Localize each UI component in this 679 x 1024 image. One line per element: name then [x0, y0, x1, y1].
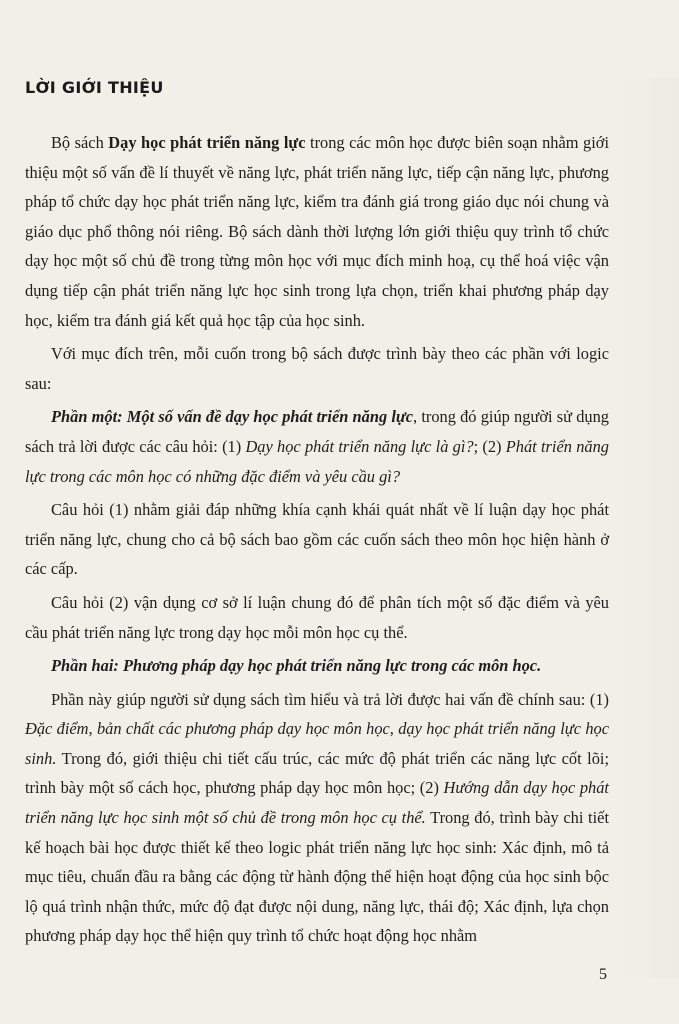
paragraph-intro — [25, 128, 609, 335]
paragraph-part-one — [25, 402, 609, 491]
text-span: Trong đó, giới thiệu chi tiết cấu trúc, các mức độ phát triển các năng lực cốt lõi; trình bày một số cách học, phương pháp dạy học môn học; (2) — [25, 748, 609, 798]
text-span: , trong đó giúp người sử dụng sách trả lời được các câu hỏi: (1) — [25, 407, 609, 456]
book-series-title: Dạy học phát triển năng lực — [108, 133, 306, 152]
issue-two: Hướng dẫn dạy học phát triển năng lực học sinh một số chủ đề trong môn học cụ thể. — [25, 778, 609, 828]
paragraph-part-two — [25, 685, 609, 951]
body-text — [25, 128, 609, 955]
question-two: Phát triển năng lực trong các môn học có những đặc điểm và yêu cầu gì? — [25, 436, 609, 486]
bleed-through-shadow — [615, 78, 679, 978]
text-span: Trong đó, trình bày chi tiết kế hoạch bài học được thiết kế theo logic phát triển năng lực học sinh: Xác định, mô tả mục tiêu, chuẩn đầu ra bằng các động từ hành động thể hiện hoạt động của học sinh bộc lộ quá trình nhận thức, mức độ đạt được nội dung, năng lực, thái độ; Xác định, lựa chọn phương pháp dạy học thể hiện quy trình tổ chức hoạt động học nhằm — [25, 808, 609, 946]
text-span: Bộ sách — [51, 133, 109, 152]
paragraph-structure: Với mục đích trên, mỗi cuốn trong bộ sách được trình bày theo các phần với logic sau: — [25, 344, 609, 393]
part-one-title: Phần một: Một số vấn đề dạy học phát triển năng lực — [51, 407, 414, 427]
text-span: Phần này giúp người sử dụng sách tìm hiểu và trả lời được hai vấn đề chính sau: (1) — [51, 689, 609, 709]
paragraph-question-two: Câu hỏi (2) vận dụng cơ sở lí luận chung đó để phân tích một số đặc điểm và yêu cầu phát triển năng lực trong dạy học mỗi môn học cụ thể. — [25, 592, 609, 642]
issue-one: Đặc điểm, bản chất các phương pháp dạy học môn học, dạy học phát triển năng lực học sinh. — [25, 719, 609, 768]
text-span: trong các môn học được biên soạn nhằm giới thiệu một số vấn đề lí thuyết về năng lực, phát triển năng lực, tiếp cận năng lực, phương pháp tổ chức dạy học phát triển năng lực, kiểm tra đánh giá trong giáo dục nói chung và giáo dục phổ thông nói riêng. Bộ sách dành thời lượng lớn giới thiệu quy trình tổ chức dạy học một số chủ đề trong từng môn học với mục đích minh hoạ, cụ thể hoá việc vận dụng tiếp cận phát triển năng lực học sinh trong lựa chọn, triển khai phương pháp dạy học, kiểm tra đánh giá kết quả học tập của học sinh. — [25, 133, 609, 330]
part-two-title: Phần hai: Phương pháp dạy học phát triển năng lực trong các môn học. — [51, 656, 542, 676]
page-number: 5 — [599, 966, 607, 983]
section-heading: LỜI GIỚI THIỆU — [25, 78, 164, 97]
question-one: Dạy học phát triển năng lực là gì? — [245, 436, 474, 456]
text-span: ; (2) — [473, 436, 506, 456]
paragraph-question-one: Câu hỏi (1) nhằm giải đáp những khía cạnh khái quát nhất về lí luận dạy học phát triển năng lực, chung cho cả bộ sách bao gồm các cuốn sách theo môn học hiện hành ở các cấp. — [25, 500, 609, 579]
